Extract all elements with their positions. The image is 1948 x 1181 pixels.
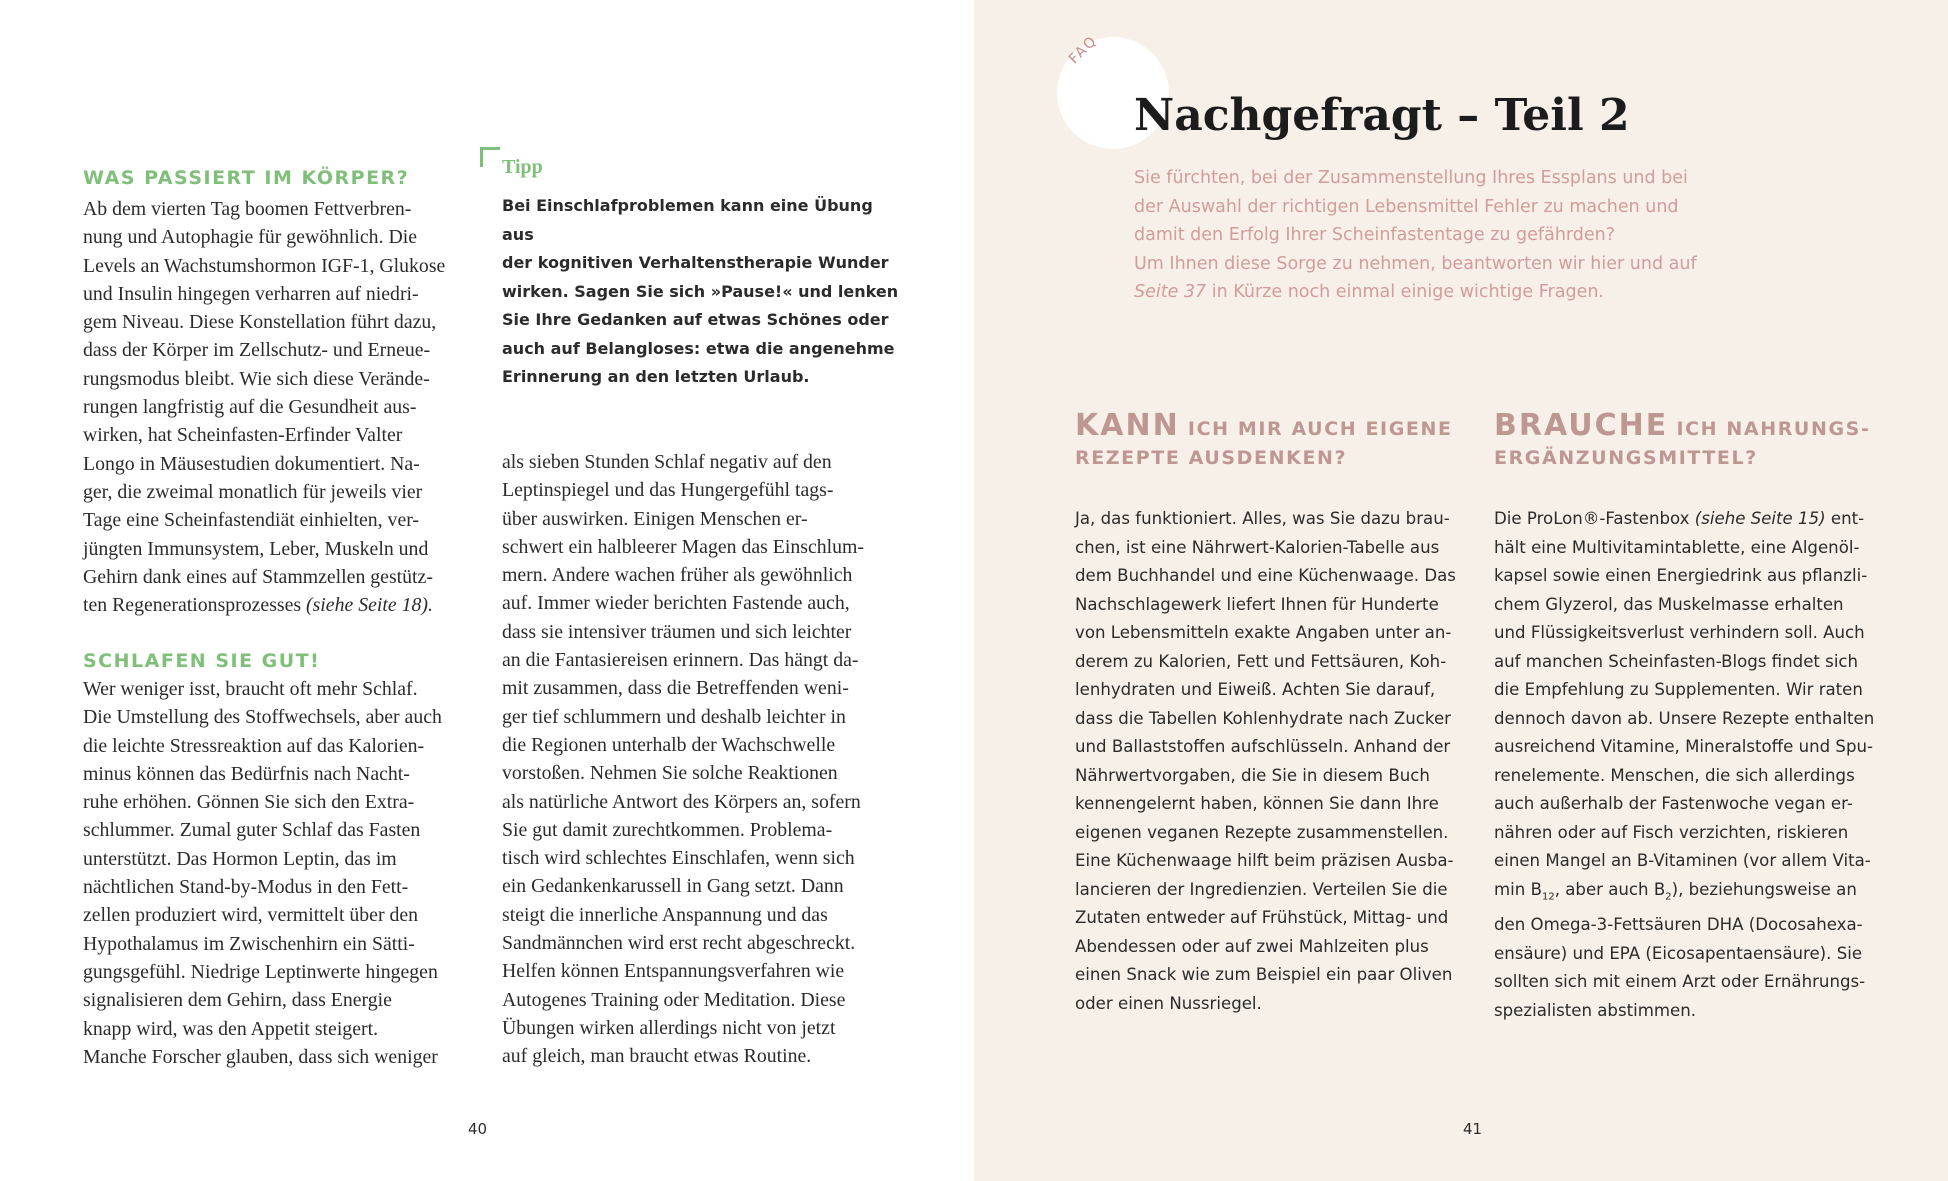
text-line: der kognitiven Verhaltenstherapie Wunder: [502, 253, 889, 272]
text-line: Abendessen oder auf zwei Mahlzeiten plus: [1075, 936, 1429, 956]
question-rest: ICH MIR AUCH EIGENE: [1179, 418, 1453, 440]
text-line: ein Gedankenkarussell in Gang setzt. Dann: [502, 875, 844, 898]
text-line: lancieren der Ingredienzien. Verteilen Sie die: [1075, 879, 1448, 899]
text-line: hält eine Multivitamintablette, eine Algenöl-: [1494, 537, 1860, 557]
text-line: Helfen können Entspannungsverfahren wie: [502, 960, 845, 983]
text-line: einen Snack wie zum Beispiel ein paar Oliven: [1075, 965, 1453, 984]
text-line: nächtlichen Stand-by-Modus in den Fett-: [83, 876, 409, 899]
text-line: derem zu Kalorien, Fett und Fettsäuren, Koh-: [1075, 651, 1447, 671]
text-line: die Regionen unterhalb der Wachschwelle: [502, 733, 836, 756]
page-title: Nachgefragt – Teil 2: [1134, 90, 1630, 141]
text-line: und Flüssigkeitsverlust verhindern soll. Auch: [1494, 623, 1865, 642]
text-line: damit den Erfolg Ihrer Scheinfastentage zu gefährden?: [1134, 225, 1616, 245]
text-line: Manche Forscher glauben, dass sich weniger: [83, 1045, 438, 1068]
text-line: chem Glyzerol, das Muskelmasse erhalten: [1494, 594, 1844, 614]
text-line: eigenen veganen Rezepte zusammenstellen.: [1075, 822, 1449, 842]
text-span: min B: [1494, 879, 1542, 899]
text-line: lenhydraten und Eiweiß. Achten Sie darauf,: [1075, 680, 1436, 699]
column2-body: [502, 448, 902, 1071]
text-line: auch außerhalb der Fastenwoche vegan er-: [1494, 794, 1853, 813]
text-span: ten Regenerationsprozesses: [83, 594, 307, 617]
text-line: von Lebensmitteln exakte Angaben unter an-: [1075, 623, 1452, 642]
text-line: [1494, 876, 1904, 912]
answer-rezepte: [1075, 505, 1475, 1018]
text-line: mern. Andere wachen früher als gewöhnlich: [502, 564, 853, 587]
text-line: Nachschlagewerk liefert Ihnen für Hunderte: [1075, 594, 1439, 614]
text-line: [1134, 278, 1754, 307]
text-line: vorstoßen. Nehmen Sie solche Reaktionen: [502, 762, 838, 785]
text-line: Sie Ihre Gedanken auf etwas Schönes oder: [502, 310, 889, 329]
text-line: wirken, hat Scheinfasten-Erfinder Valter: [83, 424, 403, 447]
text-line: ensäure) und EPA (Eicosapentaensäure). Sie: [1494, 943, 1863, 963]
text-line: Sie fürchten, bei der Zusammenstellung Ihres Essplans und bei: [1134, 168, 1688, 188]
text-line: steigt die innerliche Anspannung und das: [502, 903, 828, 926]
question-keyword: BRAUCHE: [1494, 408, 1669, 443]
page-reference: (siehe Seite 15): [1694, 509, 1826, 528]
text-line: als natürliche Antwort des Körpers an, sofern: [502, 790, 861, 813]
section-body-schlafen: [83, 675, 473, 1071]
question-keyword: KANN: [1075, 408, 1180, 443]
text-line: kennengelernt haben, können Sie dann Ihre: [1075, 794, 1439, 813]
text-line: dem Buchhandel und eine Küchenwaage. Das: [1075, 566, 1456, 585]
tip-corner-mark: [480, 147, 500, 167]
text-line: Hypothalamus im Zwischenhirn ein Sätti-: [83, 932, 415, 955]
text-line: der Auswahl der richtigen Lebensmittel Fehler zu machen und: [1134, 196, 1679, 217]
text-line: ger tief schlummern und deshalb leichter in: [502, 705, 846, 728]
question-rest: ICH NAHRUNGS-: [1668, 418, 1871, 440]
page-reference: (siehe Seite 18).: [306, 594, 433, 617]
text-line: signalisieren dem Gehirn, dass Energie: [83, 989, 392, 1012]
text-line: Wer weniger isst, braucht oft mehr Schlaf.: [83, 678, 418, 700]
text-line: Eine Küchenwaage hilft beim präzisen Ausba-: [1075, 851, 1454, 870]
text-line: die leichte Stressreaktion auf das Kalorien-: [83, 734, 425, 757]
section-heading-schlafen: SCHLAFEN SIE GUT!: [83, 650, 321, 672]
answer-ergaenzung: [1494, 505, 1904, 1025]
text-line: tisch wird schlechtes Einschlafen, wenn sich: [502, 847, 855, 870]
text-line: chen, ist eine Nährwert-Kalorien-Tabelle aus: [1075, 537, 1440, 557]
page-number-left: 40: [468, 1120, 488, 1138]
text-line: auch auf Belangloses: etwa die angenehme: [502, 338, 895, 358]
text-line: Longo in Mäusestudien dokumentiert. Na-: [83, 452, 420, 475]
text-line: Levels an Wachstumshormon IGF-1, Glukose: [83, 254, 446, 277]
text-line: rungsmodus bleibt. Wie sich diese Verände-: [83, 367, 430, 390]
text-line: Bei Einschlafproblemen kann eine Übung aus: [502, 196, 873, 244]
question-line: [1494, 408, 1894, 444]
section-heading-koerper: WAS PASSIERT IM KÖRPER?: [83, 167, 410, 189]
text-line: [83, 591, 473, 619]
text-span: ent-: [1825, 509, 1865, 528]
page-reference: Seite 37: [1134, 282, 1207, 302]
intro-text: [1134, 164, 1754, 307]
text-line: zellen produziert wird, vermittelt über den: [83, 904, 419, 927]
text-line: über auswirken. Einigen Menschen er-: [502, 507, 808, 530]
text-line: Sandmännchen wird erst recht abgeschreckt.: [502, 932, 856, 955]
text-line: kapsel sowie einen Energiedrink aus pflanzli-: [1494, 566, 1868, 585]
text-line: spezialisten abstimmen.: [1494, 1000, 1697, 1020]
text-line: auf manchen Scheinfasten-Blogs findet sich: [1494, 651, 1859, 671]
text-line: Gehirn dank eines auf Stammzellen gestütz-: [83, 565, 433, 588]
text-line: ger, die zweimal monatlich für jeweils vier: [83, 480, 423, 503]
text-line: mit zusammen, dass die Betreffenden weni-: [502, 677, 849, 700]
text-line: Nährwertvorgaben, die Sie in diesem Buch: [1075, 765, 1430, 785]
text-line: den Omega-3-Fettsäuren DHA (Docosahexa-: [1494, 915, 1863, 935]
text-line: Übungen wirken allerdings nicht von jetzt: [502, 1016, 836, 1039]
text-line: dass der Körper im Zellschutz- und Erneue-: [83, 339, 431, 362]
text-line: Zutaten entweder auf Frühstück, Mittag- und: [1075, 908, 1449, 927]
text-line: renelemente. Menschen, die sich allerdings: [1494, 765, 1855, 785]
text-line: auf gleich, man braucht etwas Routine.: [502, 1045, 812, 1068]
text-line: knapp wird, was den Appetit steigert.: [83, 1017, 379, 1040]
tip-title: Tipp: [502, 156, 543, 178]
text-line: rungen langfristig auf die Gesundheit aus-: [83, 396, 417, 419]
text-line: Ja, das funktioniert. Alles, was Sie dazu brau-: [1075, 509, 1450, 528]
text-line: nähren oder auf Fisch verzichten, riskieren: [1494, 822, 1849, 842]
text-span: , aber auch B: [1554, 879, 1666, 899]
text-line: dass die Tabellen Kohlenhydrate nach Zucker: [1075, 708, 1451, 728]
text-line: minus können das Bedürfnis nach Nacht-: [83, 762, 410, 785]
text-line: ausreichend Vitamine, Mineralstoffe und Spu-: [1494, 737, 1873, 756]
text-line: schlummer. Zumal guter Schlaf das Fasten: [83, 819, 421, 842]
text-line: schwert ein halbleerer Magen das Einschlum-: [502, 535, 864, 558]
text-line: wirken. Sagen Sie sich »Pause!« und lenken: [502, 281, 899, 301]
text-span: ), beziehungsweise an: [1671, 879, 1857, 899]
text-line: oder einen Nussriegel.: [1075, 993, 1262, 1013]
text-line: Leptinspiegel und das Hungergefühl tags-: [502, 479, 834, 502]
text-line: Autogenes Training oder Meditation. Diese: [502, 988, 846, 1011]
text-line: Um Ihnen diese Sorge zu nehmen, beantworten wir hier und auf: [1134, 253, 1697, 274]
subscript: 12: [1541, 890, 1555, 902]
text-line: Sie gut damit zurechtkommen. Problema-: [502, 818, 833, 841]
text-line: einen Mangel an B-Vitaminen (vor allem Vita-: [1494, 851, 1871, 870]
text-line: und Ballaststoffen aufschlüsseln. Anhand der: [1075, 737, 1451, 756]
text-line: und Insulin hingegen verharren auf niedri-: [83, 282, 419, 305]
text-line: Tage eine Scheinfastendiät einhielten, ver-: [83, 509, 420, 532]
tip-text: [502, 192, 902, 392]
text-line: Die Umstellung des Stoffwechsels, aber auch: [83, 706, 442, 729]
text-line: jüngten Immunsystem, Leber, Muskeln und: [83, 537, 429, 560]
text-line: Ab dem vierten Tag boomen Fettverbren-: [83, 198, 412, 220]
question-line: [1075, 408, 1455, 444]
text-line: an die Fantasiereisen erinnern. Das hängt da-: [502, 649, 859, 672]
question-heading-ergaenzung: [1494, 408, 1894, 472]
text-line: als sieben Stunden Schlaf negativ auf den: [502, 451, 832, 473]
text-line: gungsgefühl. Niedrige Leptinwerte hingegen: [83, 960, 438, 983]
text-line: dass sie intensiver träumen und sich leichter: [502, 620, 852, 643]
text-line: [1494, 505, 1904, 534]
text-span: in Kürze noch einmal einige wichtige Fragen.: [1206, 282, 1604, 302]
text-line: nung und Autophagie für gewöhnlich. Die: [83, 226, 418, 249]
text-line: auf. Immer wieder berichten Fastende auch,: [502, 592, 850, 615]
subscript: 2: [1665, 890, 1672, 902]
faq-label: FAQ: [1066, 32, 1101, 68]
question-heading-rezepte: [1075, 408, 1455, 472]
section-body-koerper: [83, 195, 473, 619]
text-line: dennoch davon ab. Unsere Rezepte enthalten: [1494, 708, 1875, 728]
text-line: unterstützt. Das Hormon Leptin, das im: [83, 847, 397, 870]
page-number-right: 41: [1463, 1120, 1483, 1138]
text-line: gem Niveau. Diese Konstellation führt dazu,: [83, 311, 437, 334]
text-line: sollten sich mit einem Arzt oder Ernährungs-: [1494, 972, 1866, 992]
text-line: die Empfehlung zu Supplementen. Wir raten: [1494, 680, 1863, 699]
question-line: REZEPTE AUSDENKEN?: [1075, 447, 1348, 469]
text-span: Die ProLon®-Fastenbox: [1494, 509, 1695, 528]
text-line: ruhe erhöhen. Gönnen Sie sich den Extra-: [83, 791, 415, 814]
question-line: ERGÄNZUNGSMITTEL?: [1494, 447, 1758, 469]
text-line: Erinnerung an den letzten Urlaub.: [502, 367, 810, 386]
